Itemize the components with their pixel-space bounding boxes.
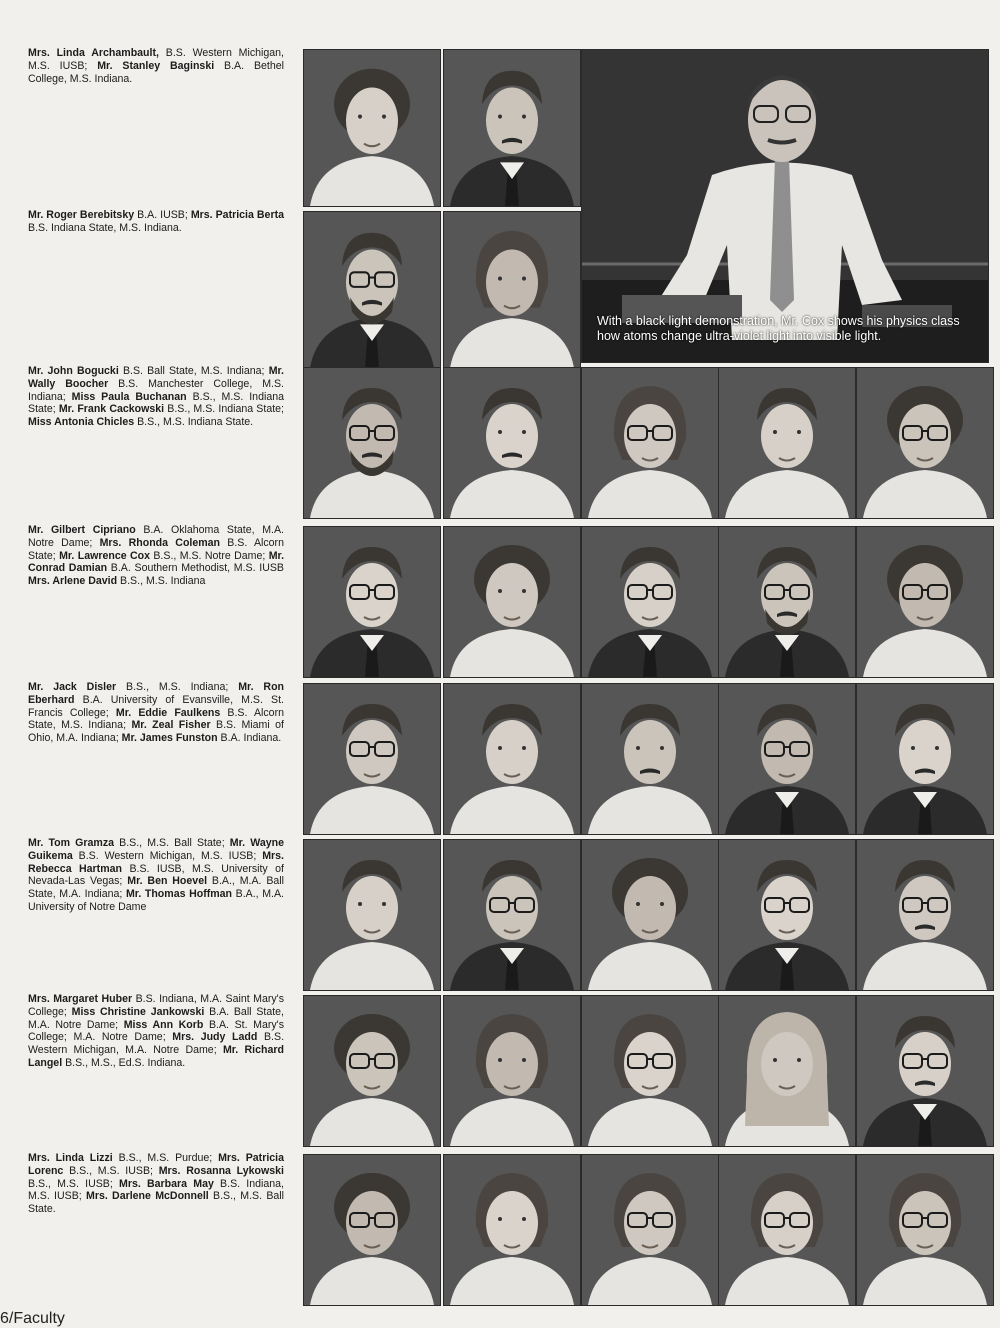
faculty-degrees: B.S. Western Michigan, M.S. IUSB; [28, 47, 284, 72]
faculty-degrees: B.A. Southern Methodist, M.S. IUSB [107, 562, 284, 575]
faculty-degrees: B.S. IUSB, M.S. University of Nevada-Las Vegas; [28, 862, 284, 888]
faculty-degrees: B.S., M.S., Ed.S. Indiana. [62, 1056, 186, 1069]
faculty-degrees: B.S. Alcorn State; [28, 536, 284, 562]
faculty-name: Mrs. Patricia Berta [190, 209, 284, 221]
faculty-degrees: B.S., M.S. Purdue; [112, 1152, 219, 1164]
faculty-name: Miss Christine Jankowski [71, 1005, 205, 1018]
faculty-degrees: B.A. IUSB; [134, 209, 191, 221]
faculty-name: Mr. Gilbert Cipriano [28, 524, 136, 536]
faculty-name: Mrs. Linda Archambault, [28, 47, 159, 59]
faculty-portrait [443, 995, 581, 1147]
faculty-portrait [303, 995, 441, 1147]
faculty-name: Mrs. Patricia Lorenc [28, 1152, 284, 1177]
faculty-name: Mr. Thomas Hoffman [125, 888, 233, 901]
faculty-degrees: B.A. Ball State, M.A. Notre Dame; [28, 1005, 284, 1031]
faculty-portrait [581, 683, 719, 835]
faculty-caption [28, 365, 284, 429]
faculty-name: Miss Antonia Chicles [28, 416, 135, 429]
faculty-caption [28, 837, 284, 914]
faculty-caption [28, 1152, 284, 1216]
faculty-name: Mrs. Rhonda Coleman [99, 536, 221, 549]
faculty-portrait [303, 367, 441, 519]
faculty-degrees: B.S. Western Michigan, M.A. Notre Dame; [28, 1031, 285, 1057]
faculty-portrait [581, 839, 719, 991]
faculty-degrees: B.S. Indiana State, M.S. Indiana. [28, 221, 182, 234]
faculty-portrait [856, 1154, 994, 1306]
faculty-portrait [718, 526, 856, 678]
faculty-degrees: B.S., M.S. Indiana State. [134, 416, 254, 429]
faculty-portrait [303, 1154, 441, 1306]
featured-photo-caption: With a black light demonstration, Mr. Cox shows his physics class how atoms change ultra-violet light into visible light. [597, 314, 960, 343]
faculty-name: Mr. Wally Boocher [28, 365, 284, 390]
faculty-portrait [856, 839, 994, 991]
faculty-name: Miss Ann Korb [123, 1018, 204, 1031]
faculty-name: Mr. Ron Eberhard [28, 681, 285, 706]
faculty-name: Mr. Conrad Damian [28, 549, 285, 575]
faculty-degrees: B.A., M.A. University of Notre Dame [28, 888, 284, 913]
faculty-name: Mrs. Barbara May [119, 1177, 214, 1190]
faculty-portrait [718, 839, 856, 991]
faculty-name: Mr. Stanley Baginski [97, 59, 215, 72]
featured-photo [581, 49, 989, 363]
faculty-caption [28, 681, 284, 745]
faculty-portrait [303, 49, 441, 207]
faculty-degrees: B.S., M.S. Ball State. [28, 1190, 284, 1216]
page-folio: 6/Faculty [0, 1310, 65, 1327]
faculty-degrees: B.S., M.S. Indiana; [116, 681, 239, 693]
faculty-name: Mr. Tom Gramza [28, 837, 115, 849]
faculty-name: Mr. Roger Berebitsky [28, 209, 135, 221]
faculty-caption [28, 47, 284, 85]
page-headline [90, 0, 990, 22]
faculty-degrees: B.S., M.S. Indiana [117, 575, 206, 588]
faculty-caption [28, 524, 284, 588]
faculty-caption [28, 209, 284, 235]
faculty-portrait [443, 683, 581, 835]
faculty-name: Mrs. Rebecca Hartman [28, 849, 284, 875]
faculty-portrait [303, 526, 441, 678]
faculty-portrait [718, 683, 856, 835]
faculty-portrait [443, 1154, 581, 1306]
faculty-caption [28, 993, 284, 1070]
faculty-portrait [443, 367, 581, 519]
faculty-degrees: B.S., M.S. Indiana State; [28, 390, 284, 416]
faculty-portrait [718, 995, 856, 1147]
faculty-name: Mr. Jack Disler [28, 681, 117, 693]
faculty-degrees: B.S., M.S. IUSB; [28, 1177, 120, 1190]
faculty-degrees: B.A., M.A. Ball State, M.A. Indiana; [28, 875, 285, 901]
faculty-degrees: B.S., M.S. Notre Dame; [150, 549, 269, 562]
faculty-name: Mr. Richard Langel [28, 1044, 284, 1069]
faculty-portrait [718, 367, 856, 519]
faculty-degrees: B.A. University of Evansville, M.S. St. Francis College; [28, 693, 284, 719]
faculty-name: Mrs. Margaret Huber [28, 993, 133, 1005]
faculty-degrees: B.A. Bethel College, M.S. Indiana. [28, 59, 284, 85]
faculty-degrees: B.S. Indiana, M.S. IUSB; [28, 1177, 284, 1203]
faculty-portrait [443, 211, 581, 369]
faculty-name: Mr. Ben Hoevel [127, 875, 208, 888]
faculty-name: Mr. Wayne Guikema [28, 837, 284, 862]
faculty-portrait [581, 1154, 719, 1306]
faculty-name: Mrs. Rosanna Lykowski [158, 1164, 284, 1177]
faculty-name: Miss Paula Buchanan [71, 390, 187, 403]
faculty-portrait [581, 995, 719, 1147]
faculty-portrait [443, 839, 581, 991]
faculty-degrees: B.S., M.S. Ball State; [114, 837, 230, 849]
faculty-portrait [303, 683, 441, 835]
faculty-name: Mr. Frank Cackowski [58, 403, 165, 416]
faculty-portrait [303, 839, 441, 991]
faculty-name: Mr. Lawrence Cox [59, 549, 150, 562]
faculty-name: Mr. Zeal Fisher [131, 719, 211, 732]
faculty-portrait [581, 526, 719, 678]
faculty-degrees: B.S. Alcorn State, M.S. Indiana; [28, 706, 284, 732]
faculty-degrees: B.A. Indiana. [217, 732, 282, 745]
faculty-portrait [581, 367, 719, 519]
faculty-portrait [856, 683, 994, 835]
faculty-portrait [303, 211, 441, 369]
faculty-name: Mrs. Darlene McDonnell [86, 1190, 209, 1203]
faculty-name: Mr. John Bogucki [28, 365, 119, 377]
faculty-degrees: B.S., M.S. Indiana State; [164, 403, 284, 416]
faculty-portrait [718, 1154, 856, 1306]
faculty-name: Mrs. Linda Lizzi [28, 1152, 113, 1164]
faculty-portrait [856, 526, 994, 678]
faculty-degrees: B.S., M.S. IUSB; [63, 1164, 159, 1177]
faculty-degrees: B.S. Western Michigan, M.S. IUSB; [72, 849, 263, 862]
faculty-degrees: B.A. St. Mary's College; M.A. Notre Dame; [28, 1018, 284, 1044]
faculty-degrees: B.S. Manchester College, M.S. Indiana; [28, 377, 284, 403]
faculty-degrees: B.A. Oklahoma State, M.A. Notre Dame; [28, 524, 284, 549]
faculty-name: Mr. James Funston [121, 732, 218, 745]
faculty-degrees: B.S. Ball State, M.S. Indiana; [118, 365, 269, 377]
faculty-portrait [443, 526, 581, 678]
faculty-degrees: B.S. Indiana, M.A. Saint Mary's College; [28, 993, 284, 1018]
faculty-degrees: B.S. Miami of Ohio, M.A. Indiana; [28, 719, 284, 745]
faculty-name: Mrs. Judy Ladd [172, 1031, 258, 1044]
faculty-name: Mr. Eddie Faulkens [115, 706, 221, 719]
faculty-portrait [856, 367, 994, 519]
faculty-portrait [443, 49, 581, 207]
faculty-portrait [856, 995, 994, 1147]
faculty-name: Mrs. Arlene David [28, 575, 118, 588]
